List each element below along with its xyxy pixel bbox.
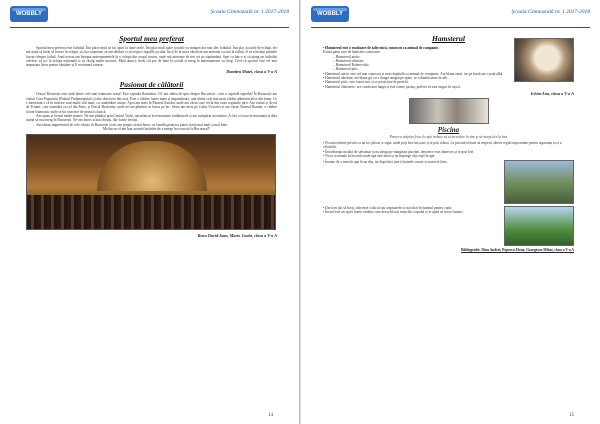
school-logo: WOBBLY bbox=[10, 6, 48, 22]
article-signature-sport: Dumitru Matei, clasa a V-a A bbox=[226, 69, 277, 75]
park-photo bbox=[504, 206, 574, 246]
page-number: 14 bbox=[268, 413, 273, 418]
bibliography: Bibliografie: Dinu Andrei, Popescu Elena, Georgescu Mihai, clasa a V-a A bbox=[461, 248, 574, 253]
hamster-photo bbox=[514, 38, 574, 82]
article-text-travel-3: Am rămas impresionat de cele văzute în București și mi-am propus să mă întorc cu familia pentru a putea vizita mai mult și mai bine. bbox=[36, 122, 228, 127]
article-title-sport: Sportul meu preferat bbox=[119, 34, 184, 43]
article-title-travel: Pasionat de călătorii bbox=[119, 80, 184, 90]
hamster-bullet: – Hamsterul Roborovski; bbox=[333, 63, 370, 68]
pool-bullet: • Înainte de a intra în apă fă un duș, iar după înot ține-ți hainele curate și usucă-te bine. bbox=[323, 160, 448, 165]
article-text-travel-4: Mă bucur că am luat această hotărâre de a merge în excursie la București!! bbox=[102, 126, 211, 131]
pool-photo bbox=[504, 160, 574, 204]
page-right bbox=[300, 0, 600, 424]
article-text-sport: Sportul meu preferat este fotbalul. Îmi place mult să fac sport la toate orele. Îmi plac mult toate jocurile cu mingea dar mai ales fotbalul. Îmi plac jocurile de echipă, ele mă ajută să învăț să lucrez în echipă, să fiu cooperant, să am răbdare și să respect regulile jocului. Încă de la mica vârstă m-am antrenat cu tata la fotbal, el m-a învățat primele lucruri despre fotbal. Anul acesta am început antrenamentele la o echipă din orașul nostru, unde mă antrenez de trei ori pe săptămână. Sper ca într-o zi să ajung un fotbalist celebru, să joc la echipa națională și să câștig multe meciuri. Până atunci, învăț cât pot de bine la școală și merg la antrenamente cu drag. Cred că sportul este cel mai important lucru pentru sănătate și îl recomand tuturor. bbox=[26, 46, 277, 68]
header-title: Școala Gimnazială nr. 1 2017-2018 bbox=[511, 9, 590, 15]
hamster-bullet: – Hamsterul siberian; bbox=[333, 58, 364, 63]
school-logo: WOBBLY bbox=[311, 6, 349, 22]
article-text-travel-2: Am ajuns și la mai multe muzee. Ne-am plimbat prin Centrul Vechi, am mâncat în restaurante tradiționale și am cumpărat suveniruri. A fost o excursie minunată și abia aștept să mai merg în București. Ne-am întors acasă obosiți, dar foarte fericiți. bbox=[26, 113, 277, 123]
hamster-bullet: – Hamsterul auriu; bbox=[333, 54, 360, 59]
pool-bullet: • Întotdeauna ascultă de salvamar și nu alerga pe marginea piscinei, deoarece este alunecos și te poți lovi. bbox=[323, 149, 475, 154]
pool-bullet: • Piscina trebuie privită ca un loc plăcut și sigur, unde poți face mișcare și te poți relaxa. La piscină trebuie să respecți câteva reguli importante pentru siguranța ta și a celorlalți. bbox=[323, 140, 562, 150]
concert-hall-photo bbox=[26, 134, 276, 230]
article-title-pool: Piscina bbox=[437, 125, 460, 134]
article-signature-hamster: Ichim Ana, clasa a V-a A bbox=[530, 90, 574, 96]
pool-note: Pentru a stăpâni frica de apă trebuie să ai încredere în tine și să mergi des la înot bbox=[389, 134, 508, 139]
photo-caption: Rusu David-Ioan, Mario Justin, clasa a V-a A bbox=[197, 233, 277, 239]
pool-bullet: • Nu te scufunda în locurile unde apa este mică și nu împinge alți copii în apă. bbox=[323, 153, 436, 158]
right-column bbox=[323, 34, 574, 252]
hamster-bullet: • Hamsterul este o rozătoare de talie mică, cunoscut ca animal de companie. bbox=[323, 46, 439, 50]
page-number: 15 bbox=[569, 413, 574, 418]
hamster-bullet: • Hamsterul pitic: este foarte mic și se poate ține în perechi. bbox=[323, 80, 409, 85]
page-header bbox=[311, 6, 590, 28]
hamster-bullet: • Hamsterul chinezesc: are coada mai lungă și este foarte jucăuș, preferă să stea singur în cușcă. bbox=[323, 84, 461, 89]
cat-photo bbox=[409, 98, 489, 124]
left-column bbox=[26, 34, 277, 238]
hamster-bullet: Există patru rase de hamsteri cunoscute: bbox=[323, 50, 381, 55]
hamster-bullet: – Hamsterul pitic. bbox=[333, 67, 359, 72]
hamster-bullet: • Hamsterul auriu: este cel mai cunoscut și mai răspândit ca animal de companie. Are blana aurie, iar pe burtă are o pată albă. bbox=[323, 71, 504, 76]
hamster-bullet: • Hamsterul siberian: are blana gri cu o dungă neagră pe spate, se schimbă iarna în alb. bbox=[323, 76, 448, 81]
header-title: Școala Gimnazială nr. 1 2017-2018 bbox=[210, 9, 289, 15]
article-title-hamster: Hamsterul bbox=[432, 34, 465, 43]
article-text-travel-1: Orașul București este unul dintre cele mai frumoase orașe! Este capitala României. Of, am atâtea de spus despre București... este o capitală superbă! În București am vizitat Casa Poporului (Palatul Parlamentului) și alte obiective din oraș. Este o clădire foarte mare și impunătoare, una dintre cele mai mari clădiri administrative din lume. Ce e interesant e că în interior sunt multe săli mari, cu candelabre uriașe. Apoi am mers la Muzeul Satului, unde am văzut case vechi din toate regiunile țării. Am vizitat și Arcul de Triumf, care seamănă cu cel din Paris, și Parcul Herăstrău, unde ne-am plimbat cu barca pe lac. Seara am mers pe Calea Victoriei și am văzut Ateneul Român, o clădire foarte frumoasă, unde se țin concerte de muzică clasică. bbox=[26, 92, 277, 114]
pool-bullet: • Dacă nu știi să înoți, folosește colacul sau aripioarele și stai doar în bazinul pentru copii. • Înotul este un sport foarte sănătos care dezvoltă toți mușchii corpului și te ajută să crești frumos. bbox=[323, 206, 464, 215]
page-header bbox=[10, 6, 289, 28]
